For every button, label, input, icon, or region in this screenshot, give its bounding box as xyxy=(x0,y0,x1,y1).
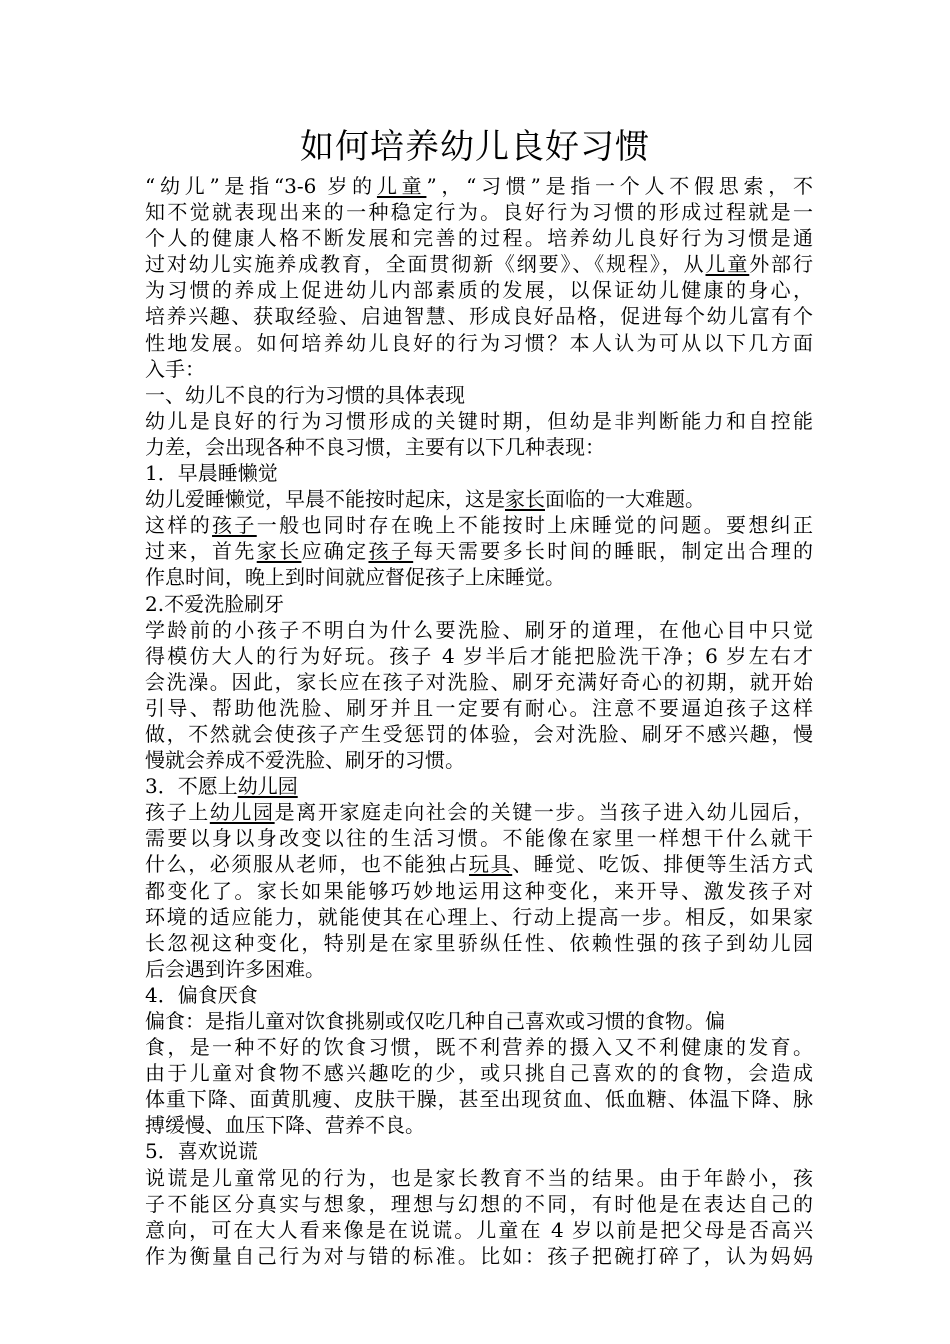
text-segment: 什么，必须服从老师，也不能独占 xyxy=(145,852,469,877)
text-segment: 过对幼儿实施养成教育，全面贯彻新《纲要》、《规程》，从 xyxy=(145,252,706,277)
text-segment: 培养兴趣、获取经验、启迪智慧、形成良好品格，促进每个幼儿富有个 xyxy=(145,304,813,329)
text-line xyxy=(145,330,813,356)
text-segment: 知不觉就表现出来的一种稳定行为。良好行为习惯的形成过程就是一 xyxy=(145,200,813,225)
text-segment: 2.不爱洗脸刷牙 xyxy=(145,591,285,616)
text-segment: 意向，可在大人看来像是在说谎。儿童在 4 岁以前是把父母是否高兴 xyxy=(145,1217,813,1242)
text-line xyxy=(145,904,813,930)
text-segment: 过来，首先 xyxy=(145,539,257,564)
underlined-term: 儿童 xyxy=(376,174,427,198)
underlined-term: 儿童 xyxy=(705,252,750,277)
text-segment: 环境的适应能力，就能使其在心理上、行动上提高一步。相反，如果家 xyxy=(145,904,813,929)
text-segment: 为习惯的养成上促进幼儿内部素质的发展，以保证幼儿健康的身心， xyxy=(145,278,813,303)
text-line xyxy=(145,591,813,617)
text-line xyxy=(145,173,813,199)
underlined-term: 家长 xyxy=(505,487,545,512)
text-line xyxy=(145,617,813,643)
text-segment: 体重下降、面黄肌瘦、皮肤干臊，甚至出现贫血、低血糖、体温下降、脉 xyxy=(145,1087,813,1112)
text-line xyxy=(145,773,813,799)
text-line xyxy=(145,1086,813,1112)
text-segment: 子不能区分真实与想象，理想与幻想的不同，有时他是在表达自己的 xyxy=(145,1191,813,1216)
text-line xyxy=(145,643,813,669)
text-line xyxy=(145,434,813,460)
text-line xyxy=(145,825,813,851)
text-segment: 作息时间，晚上到时间就应督促孩子上床睡觉。 xyxy=(145,565,565,590)
text-segment: 性地发展。如何培养幼儿良好的行为习惯？本人认为可从以下几方面 xyxy=(145,330,813,355)
text-segment: 一般也同时存在晚上不能按时上床睡觉的问题。要想纠正 xyxy=(256,513,813,538)
underlined-term: 家长 xyxy=(256,539,302,564)
text-line xyxy=(145,1217,813,1243)
text-segment: 都变化了。家长如果能够巧妙地运用这种变化，来开导、激发孩子对 xyxy=(145,878,813,903)
text-segment: 这样的 xyxy=(145,513,213,538)
text-segment: 应确定 xyxy=(301,539,369,564)
text-segment: 、睡觉、吃饭、排便等生活方式 xyxy=(512,852,813,877)
text-line xyxy=(145,408,813,434)
text-segment: 面临的一大难题。 xyxy=(545,487,705,512)
text-segment: 慢就会养成不爱洗脸、刷牙的习惯。 xyxy=(145,748,465,773)
text-line xyxy=(145,747,813,773)
text-line xyxy=(145,1165,813,1191)
text-line xyxy=(145,251,813,277)
text-segment: 孩子上 xyxy=(145,800,210,825)
text-segment: 外部行 xyxy=(749,252,813,277)
text-line xyxy=(145,1008,813,1034)
document-body xyxy=(145,173,813,1269)
text-line xyxy=(145,225,813,251)
text-line xyxy=(145,382,813,408)
text-segment: 引导、帮助他洗脸、刷牙并且一定要有耐心。注意不要逼迫孩子这样 xyxy=(145,695,813,720)
text-line xyxy=(145,721,813,747)
text-segment: ”，“习惯”是指一个人不假思索，不 xyxy=(426,174,813,198)
text-segment: 幼儿爱睡懒觉，早晨不能按时起床，这是 xyxy=(145,487,505,512)
text-segment: 做，不然就会使孩子产生受惩罚的体验，会对洗脸、刷牙不感兴趣，慢 xyxy=(145,721,813,746)
text-segment: 3．不愿上 xyxy=(145,774,238,799)
text-segment: 一、幼儿不良的行为习惯的具体表现 xyxy=(145,382,465,407)
text-segment: 由于儿童对食物不感兴趣吃的少，或只挑自己喜欢的的食物，会造成 xyxy=(145,1061,813,1086)
text-segment: 是离开家庭走向社会的关键一步。当孩子进入幼儿园后， xyxy=(274,800,813,825)
text-line xyxy=(145,460,813,486)
text-line xyxy=(145,303,813,329)
text-segment: 长忽视这种变化，特别是在家里骄纵任性、依赖性强的孩子到幼儿园 xyxy=(145,930,813,955)
text-segment: 1．早晨睡懒觉 xyxy=(145,461,278,486)
underlined-term: 孩子 xyxy=(368,539,414,564)
text-segment: 需要以身以身改变以往的生活习惯。不能像在家里一样想干什么就干 xyxy=(145,826,813,851)
text-segment: “幼儿”是指“3-6 岁的 xyxy=(145,174,377,198)
underlined-term: 玩具 xyxy=(469,852,513,877)
text-line xyxy=(145,669,813,695)
text-line xyxy=(145,564,813,590)
text-segment: 每天需要多长时间的睡眠，制定出合理的 xyxy=(413,539,813,564)
text-line xyxy=(145,538,813,564)
text-line xyxy=(145,1191,813,1217)
text-segment: 5．喜欢说谎 xyxy=(145,1139,258,1164)
text-line xyxy=(145,930,813,956)
text-segment: 4．偏食厌食 xyxy=(145,982,258,1007)
underlined-term: 孩子 xyxy=(212,513,257,538)
text-line xyxy=(145,695,813,721)
text-segment: 得模仿大人的行为好玩。孩子 4 岁半后才能把脸洗干净；6 岁左右才 xyxy=(145,643,813,668)
text-segment: 幼儿是良好的行为习惯形成的关键时期，但幼是非判断能力和自控能 xyxy=(145,408,813,433)
document-title: 如何培养幼儿良好习惯 xyxy=(300,127,650,167)
text-line xyxy=(145,878,813,904)
text-line xyxy=(145,486,813,512)
text-segment: 学龄前的小孩子不明白为什么要洗脸、刷牙的道理，在他心目中只觉 xyxy=(145,617,813,642)
text-segment: 入手： xyxy=(145,356,205,381)
text-line xyxy=(145,956,813,982)
underlined-term: 幼儿园 xyxy=(209,800,275,825)
text-line xyxy=(145,512,813,538)
text-segment: 偏食：是指儿童对饮食挑剔或仅吃几种自己喜欢或习惯的食物。偏 xyxy=(145,1009,725,1033)
text-segment: 力差，会出现各种不良习惯，主要有以下几种表现： xyxy=(145,434,605,459)
text-segment: 后会遇到许多困难。 xyxy=(145,956,325,981)
text-line xyxy=(145,1138,813,1164)
text-line xyxy=(145,1243,813,1269)
text-segment: 会洗澡。因此，家长应在孩子对洗脸、刷牙充满好奇心的初期，就开始 xyxy=(145,669,813,694)
text-line xyxy=(145,982,813,1008)
text-segment: 作为衡量自己行为对与错的标准。比如：孩子把碗打碎了，认为妈妈 xyxy=(145,1243,813,1268)
underlined-term: 幼儿园 xyxy=(237,774,298,799)
text-segment: 食，是一种不好的饮食习惯，既不利营养的摄入又不利健康的发育。 xyxy=(145,1035,813,1060)
text-line xyxy=(145,1060,813,1086)
text-line xyxy=(145,1112,813,1138)
text-segment: 说谎是儿童常见的行为，也是家长教育不当的结果。由于年龄小，孩 xyxy=(145,1165,813,1190)
text-segment: 个人的健康人格不断发展和完善的过程。培养幼儿良好行为习惯是通 xyxy=(145,226,813,251)
text-segment: 搏缓慢、血压下降、营养不良。 xyxy=(145,1113,425,1138)
text-line xyxy=(145,1034,813,1060)
text-line xyxy=(145,356,813,382)
text-line xyxy=(145,799,813,825)
text-line xyxy=(145,851,813,877)
text-line xyxy=(145,277,813,303)
text-line xyxy=(145,199,813,225)
